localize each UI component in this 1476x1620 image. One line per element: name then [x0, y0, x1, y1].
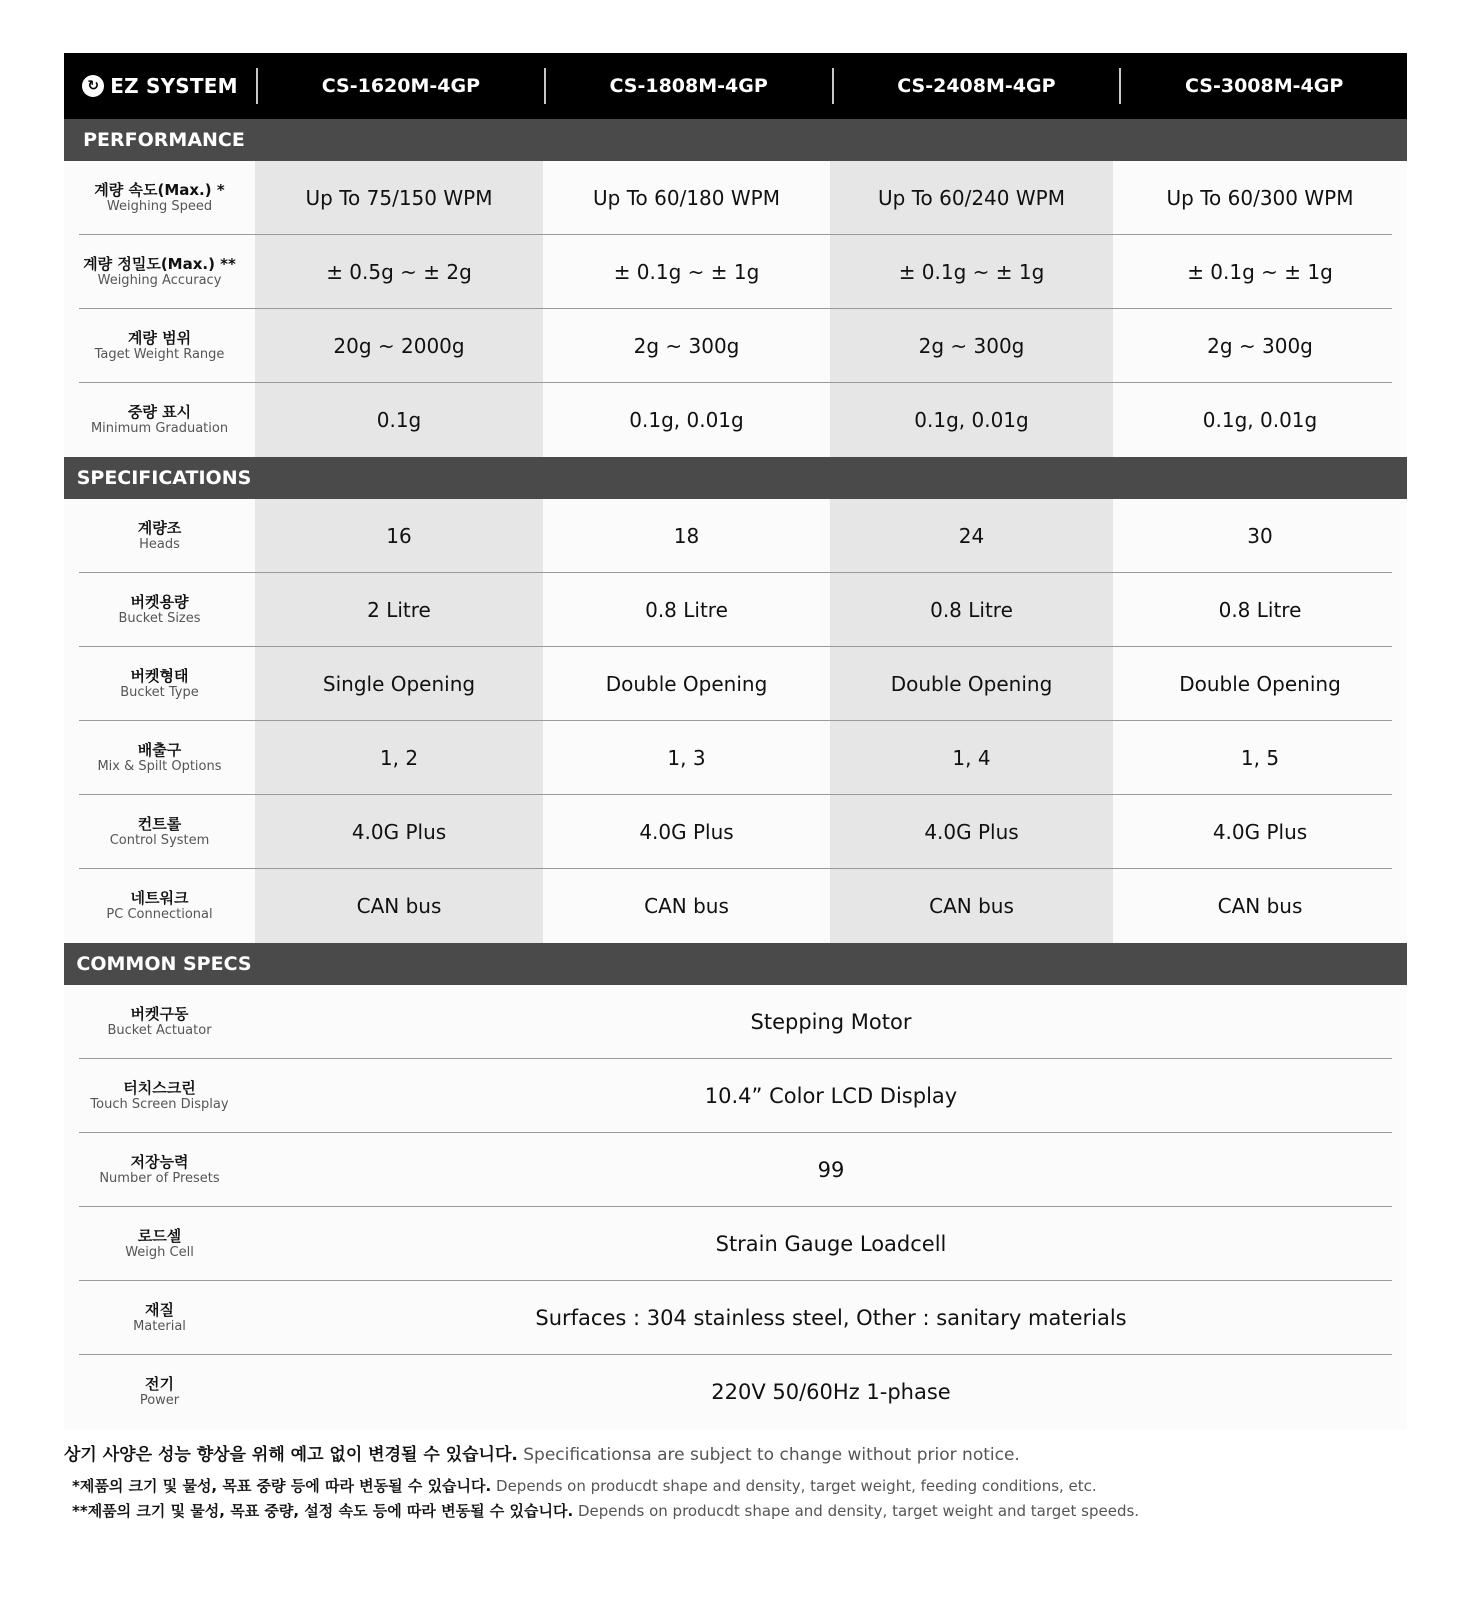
row-label-ko: 계량 속도(Max.) * [94, 181, 225, 199]
model-header: CS-3008M-4GP [1119, 68, 1407, 104]
value-cell: Single Opening [255, 647, 543, 721]
row-label [64, 795, 255, 869]
value-cell: 4.0G Plus [1113, 795, 1407, 869]
spec-sheet [64, 53, 1407, 1429]
row-label-en: Bucket Type [120, 685, 199, 700]
value-cell: 4.0G Plus [255, 795, 543, 869]
common-value: Surfaces : 304 stainless steel, Other : sanitary materials [255, 1281, 1407, 1355]
row-content [64, 383, 1407, 457]
common-value: 220V 50/60Hz 1-phase [255, 1355, 1407, 1429]
notice-2 [64, 1500, 1444, 1521]
value-cell: CAN bus [543, 869, 830, 943]
row-label [64, 1207, 255, 1281]
row-label-ko: 컨트롤 [137, 815, 182, 833]
table-row [64, 869, 1407, 943]
row-label-ko: 계량조 [137, 519, 182, 537]
row-label-en: Bucket Sizes [118, 611, 201, 626]
ez-logo-icon: ↻ [82, 75, 104, 97]
notes [64, 1440, 1444, 1521]
value-cell: 2 Litre [255, 573, 543, 647]
row-label [64, 161, 255, 235]
value-cell: 1, 3 [543, 721, 830, 795]
row-label-en: Material [133, 1319, 186, 1334]
brand [64, 74, 256, 98]
row-label-en: Control System [109, 833, 210, 848]
table-row [64, 795, 1407, 869]
row-label-en: PC Connectional [106, 907, 213, 922]
row-label [64, 985, 255, 1059]
notice-main-ko: 상기 사양은 성능 향상을 위해 예고 없이 변경될 수 있습니다. [64, 1445, 518, 1465]
value-cell: ± 0.1g ~ ± 1g [1113, 235, 1407, 309]
row-label-en: Weighing Speed [106, 199, 213, 214]
row-label-en: Touch Screen Display [90, 1097, 229, 1112]
row-content [64, 985, 1407, 1059]
row-label-ko: 재질 [145, 1301, 174, 1319]
notice-main [64, 1440, 1444, 1465]
table-row [64, 309, 1407, 383]
value-cell: 20g ~ 2000g [255, 309, 543, 383]
notice-1-ko: *제품의 크기 및 물성, 목표 중량 등에 따라 변동될 수 있습니다. [72, 1477, 492, 1495]
notice-1-en: Depends on producdt shape and density, target weight, feeding conditions, etc. [496, 1477, 1097, 1495]
row-label [64, 647, 255, 721]
value-cell: Up To 60/180 WPM [543, 161, 830, 235]
row-label [64, 499, 255, 573]
common-value: Stepping Motor [255, 985, 1407, 1059]
row-content [64, 1133, 1407, 1207]
row-label-en: Mix & Spilt Options [97, 759, 222, 774]
value-cell: 1, 5 [1113, 721, 1407, 795]
row-content [64, 309, 1407, 383]
value-cell: 24 [830, 499, 1113, 573]
table-row [64, 1355, 1407, 1429]
row-label-ko: 중량 표시 [127, 403, 192, 421]
row-label [64, 1133, 255, 1207]
table-row [64, 161, 1407, 235]
value-cell: Up To 75/150 WPM [255, 161, 543, 235]
model-header: CS-2408M-4GP [832, 68, 1120, 104]
common-rows [64, 985, 1407, 1429]
section-performance [64, 119, 1407, 161]
row-content [64, 1059, 1407, 1133]
value-cell: 2g ~ 300g [1113, 309, 1407, 383]
row-content [64, 1355, 1407, 1429]
notice-2-en: Depends on producdt shape and density, target weight and target speeds. [577, 1502, 1140, 1520]
row-content [64, 647, 1407, 721]
row-content [64, 795, 1407, 869]
row-content [64, 235, 1407, 309]
value-cell: 16 [255, 499, 543, 573]
row-label-en: Minimum Graduation [90, 421, 229, 436]
model-header: CS-1620M-4GP [256, 68, 544, 104]
common-value: 99 [255, 1133, 1407, 1207]
row-content [64, 869, 1407, 943]
row-label [64, 721, 255, 795]
value-cell: 30 [1113, 499, 1407, 573]
value-cell: CAN bus [830, 869, 1113, 943]
row-label [64, 309, 255, 383]
common-value: Strain Gauge Loadcell [255, 1207, 1407, 1281]
row-content [64, 1281, 1407, 1355]
section-title: PERFORMANCE [83, 129, 245, 151]
row-label-en: Bucket Actuator [107, 1023, 212, 1038]
row-label-ko: 버켓형태 [130, 667, 189, 685]
value-cell: Double Opening [543, 647, 830, 721]
row-label [64, 1059, 255, 1133]
row-label-en: Weighing Accuracy [97, 273, 222, 288]
header-bar [64, 53, 1407, 119]
value-cell: 0.1g, 0.01g [543, 383, 830, 457]
row-label-en: Weigh Cell [125, 1245, 194, 1260]
row-label [64, 1355, 255, 1429]
row-label-ko: 계량 정밀도(Max.) ** [83, 255, 236, 273]
row-label-ko: 로드셀 [137, 1227, 182, 1245]
notice-main-en: Specificationsa are subject to change without prior notice. [523, 1445, 1020, 1465]
performance-rows [64, 161, 1407, 457]
table-row [64, 1059, 1407, 1133]
notice-1 [64, 1475, 1444, 1496]
row-content [64, 1207, 1407, 1281]
value-cell: 18 [543, 499, 830, 573]
row-label-en: Heads [139, 537, 180, 552]
section-common [64, 943, 1407, 985]
row-content [64, 161, 1407, 235]
value-cell: 2g ~ 300g [830, 309, 1113, 383]
value-cell: Double Opening [830, 647, 1113, 721]
row-label-ko: 저장능력 [130, 1153, 189, 1171]
value-cell: ± 0.1g ~ ± 1g [830, 235, 1113, 309]
value-cell: Double Opening [1113, 647, 1407, 721]
value-cell: 4.0G Plus [543, 795, 830, 869]
row-label-en: Number of Presets [99, 1171, 220, 1186]
table-row [64, 499, 1407, 573]
value-cell: 1, 2 [255, 721, 543, 795]
row-content [64, 573, 1407, 647]
section-title: SPECIFICATIONS [76, 467, 252, 489]
value-cell: 0.1g [255, 383, 543, 457]
model-header: CS-1808M-4GP [544, 68, 832, 104]
value-cell: 2g ~ 300g [543, 309, 830, 383]
value-cell: 0.1g, 0.01g [1113, 383, 1407, 457]
row-label-ko: 버켓용량 [130, 593, 189, 611]
table-row [64, 985, 1407, 1059]
row-label [64, 1281, 255, 1355]
table-row [64, 235, 1407, 309]
table-row [64, 647, 1407, 721]
value-cell: CAN bus [255, 869, 543, 943]
row-label [64, 383, 255, 457]
row-label [64, 573, 255, 647]
value-cell: Up To 60/240 WPM [830, 161, 1113, 235]
section-title: COMMON SPECS [76, 953, 252, 975]
row-label-ko: 터치스크린 [123, 1079, 196, 1097]
value-cell: ± 0.5g ~ ± 2g [255, 235, 543, 309]
value-cell: Up To 60/300 WPM [1113, 161, 1407, 235]
row-label-ko: 버켓구동 [130, 1005, 189, 1023]
row-label-en: Taget Weight Range [94, 347, 225, 362]
common-value: 10.4” Color LCD Display [255, 1059, 1407, 1133]
row-label-ko: 배출구 [137, 741, 182, 759]
table-row [64, 721, 1407, 795]
table-row [64, 1207, 1407, 1281]
row-content [64, 721, 1407, 795]
table-row [64, 1281, 1407, 1355]
brand-name: EZ SYSTEM [110, 74, 238, 98]
value-cell: 0.8 Litre [543, 573, 830, 647]
row-label-ko: 전기 [145, 1375, 174, 1393]
value-cell: CAN bus [1113, 869, 1407, 943]
notice-2-ko: **제품의 크기 및 물성, 목표 중량, 설정 속도 등에 따라 변동될 수 있습니다. [72, 1502, 574, 1520]
table-row [64, 383, 1407, 457]
row-label [64, 235, 255, 309]
value-cell: 0.1g, 0.01g [830, 383, 1113, 457]
row-label-ko: 네트워크 [130, 889, 189, 907]
specification-rows [64, 499, 1407, 943]
value-cell: 0.8 Litre [830, 573, 1113, 647]
value-cell: ± 0.1g ~ ± 1g [543, 235, 830, 309]
row-label-ko: 계량 범위 [127, 329, 192, 347]
row-content [64, 499, 1407, 573]
row-label [64, 869, 255, 943]
table-row [64, 1133, 1407, 1207]
row-label-en: Power [139, 1393, 180, 1408]
value-cell: 0.8 Litre [1113, 573, 1407, 647]
section-specifications [64, 457, 1407, 499]
value-cell: 1, 4 [830, 721, 1113, 795]
value-cell: 4.0G Plus [830, 795, 1113, 869]
table-row [64, 573, 1407, 647]
